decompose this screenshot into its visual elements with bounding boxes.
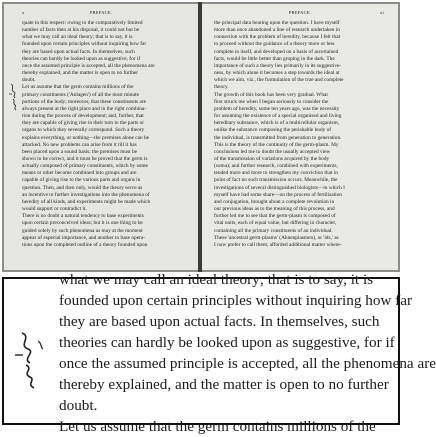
text-line: theories can hardly be looked upon as suggestive, for if <box>22 55 141 62</box>
text-line: tion during the process of development; and, further, that <box>22 113 144 120</box>
text-line: the individual, is transmitted from generation to generation. <box>214 134 342 141</box>
right-page <box>202 4 398 270</box>
left-page-title: PREFACE. <box>89 10 113 15</box>
text-line: to proceed without the guidance of a theory more or less <box>214 41 335 48</box>
text-line: shown to be correct, and it must be proved that the germ is <box>22 155 148 162</box>
text-line: facts, would be little better than groping in the dark. The <box>214 55 335 62</box>
text-line: connection with the problem of heredity, because I felt that <box>214 34 341 41</box>
text-line: The growth of this book has been very gradual. What <box>214 91 328 98</box>
text-line: founded upon certain principles without inquiring how far <box>22 41 147 48</box>
text-line: thereby explained, and the matter is open to no further <box>22 70 139 77</box>
text-line: myself have had some share—on the process of fertilisation <box>214 191 342 198</box>
text-line: capable of giving rise to the various parts and organs in <box>22 177 141 184</box>
text-line: There is no doubt a natural tendency to base experiments <box>22 213 144 220</box>
text-line: been placed upon a sound basis; the premises must be <box>22 148 138 155</box>
margin-annotation-large <box>12 329 52 391</box>
text-line: These 'ancestral germ-plasms' (Ahnenplasmen), or 'ids,' as <box>214 234 339 241</box>
text-line: vital units, each of equal value, but differing in character, <box>214 220 337 227</box>
text-line: actually composed of primary constituents, which by some <box>22 163 148 170</box>
text-line: primary constituents ('Anlagen') of all the most minute <box>22 91 139 98</box>
left-page-text <box>22 20 188 249</box>
margin-annotation-small <box>8 82 20 112</box>
text-line: means or other become combined into groups and are <box>22 170 137 177</box>
text-line: investigations of several distinguished biologists—in which I <box>214 184 345 191</box>
zoomed-text-line: doubt. <box>59 397 98 414</box>
text-line: an incentive to further investigations into the phenomena of <box>22 191 150 198</box>
zoomed-text-line: they are based upon actual facts. In themselves, such <box>59 313 380 330</box>
text-line: our previous ideas as to the meaning of this process, and <box>214 206 335 213</box>
text-line: once the assumed principle is accepted, all the phenomena are <box>22 62 155 69</box>
text-line: organs to which they severally correspond. Such a theory <box>22 127 145 134</box>
text-line: complete in itself, and developed on a basis of ascertained <box>214 48 339 55</box>
text-line: hereditary substance, which is of a multicellular organism, <box>214 120 339 127</box>
text-line: number of facts then at his disposal, it could not but be <box>22 27 140 34</box>
text-line: the principal data bearing upon the question. I have myself <box>214 20 340 26</box>
text-line: which we aim, viz., the formulation of the true and complete <box>214 77 344 84</box>
text-line: importance of such a theory lies primarily in its suggestive- <box>214 62 342 69</box>
zoomed-text-line: Let us assume that the germ contains millions of the <box>59 418 376 435</box>
zoomed-text-line: what we may call an ideal theory; that is to say, it is <box>59 271 374 288</box>
text-line: theory. <box>214 84 229 91</box>
text-line: upon certain preconceived ideas; but it is one thing to be <box>22 220 143 227</box>
zoomed-text-line: founded upon certain principles without inquiring how far <box>59 292 413 309</box>
text-line: heredity of all kinds, and experiments might be made which <box>22 198 151 205</box>
left-running-head <box>4 10 198 18</box>
text-line: I now prefer to call them, afforded additional matter where- <box>214 241 342 248</box>
right-page-text <box>214 20 384 249</box>
zoomed-excerpt <box>2 271 436 435</box>
text-line: tions upon the completed outline of a theory founded upon <box>22 241 148 248</box>
right-page-number: xi <box>380 10 384 15</box>
text-line: conclusions led me to doubt the usually accepted view <box>214 148 331 155</box>
text-line: more than once abandoned a line of research undertaken in <box>214 27 340 34</box>
text-line: problem of heredity, some ten years ago, was the necessity <box>214 105 340 112</box>
text-line: explains everything, or nothing—the premises alone can be <box>22 134 150 141</box>
book-spread <box>2 2 400 272</box>
text-line: guided solely by such phenomena as may at the moment <box>22 227 143 234</box>
text-line: what we may call an ideal theory; that is to say, it is <box>22 34 133 41</box>
text-line: doubt. <box>22 77 36 84</box>
text-line: first struck me when I began seriously to consider the <box>214 98 329 105</box>
text-line: point of fact no such transmission occurs. Meanwhile, the <box>214 177 338 184</box>
text-line: would support or contradict it. <box>22 206 87 213</box>
text-line: for assuming the existence of a special organised and living <box>214 113 342 120</box>
text-line: of the transmission of variations acquired by the body <box>214 155 330 162</box>
text-line: ness, by which alone it becomes a step towards the ideal at <box>214 70 340 77</box>
text-line: quate in this respect: owing to the comparatively limited <box>22 20 143 26</box>
left-page <box>4 4 198 270</box>
text-line: they are based upon actual facts. In themselves, such <box>22 48 135 55</box>
text-line: attacked. No new problems can arise from it till it has <box>22 141 137 148</box>
right-running-head <box>202 10 398 18</box>
text-line: containing all the primary constituents of an individual. <box>214 227 333 234</box>
text-line: unlike the substance composing the perishable body of <box>214 127 332 134</box>
zoomed-text-line: thereby explained, and the matter is open to no further <box>59 376 389 393</box>
right-page-title: PREFACE. <box>288 10 312 15</box>
text-line: further led me to see that the germ-plasm is composed of <box>214 213 336 220</box>
text-line: and conjugation, brought about a complete revolution in <box>214 198 335 205</box>
text-line: they are capable of giving rise in their turn to the parts or <box>22 120 144 127</box>
text-line: question. Then, and then only, would the theory serve as <box>22 184 143 191</box>
text-line: (soma); and further research, combined with experiments, <box>214 163 338 170</box>
text-line: This is the theory of the continuity of the germ-plasm. My <box>214 141 339 148</box>
text-line: always present at the right place and in the right combina- <box>22 105 147 112</box>
zoomed-text-line: once the assumed principle is accepted, all the phenomena are <box>59 355 436 372</box>
text-line: appear of especial importance, and another to base opera- <box>22 234 145 241</box>
left-page-number: x <box>22 10 25 15</box>
text-line: Let us assume that the germ contains millions of the <box>22 84 134 91</box>
zoomed-text-line: theories can hardly be looked upon as suggestive, for if <box>59 334 395 351</box>
text-line: portions of the body; moreover, that these constituents are <box>22 98 146 105</box>
text-line: tended more and more to strengthen my conviction that in <box>214 170 338 177</box>
